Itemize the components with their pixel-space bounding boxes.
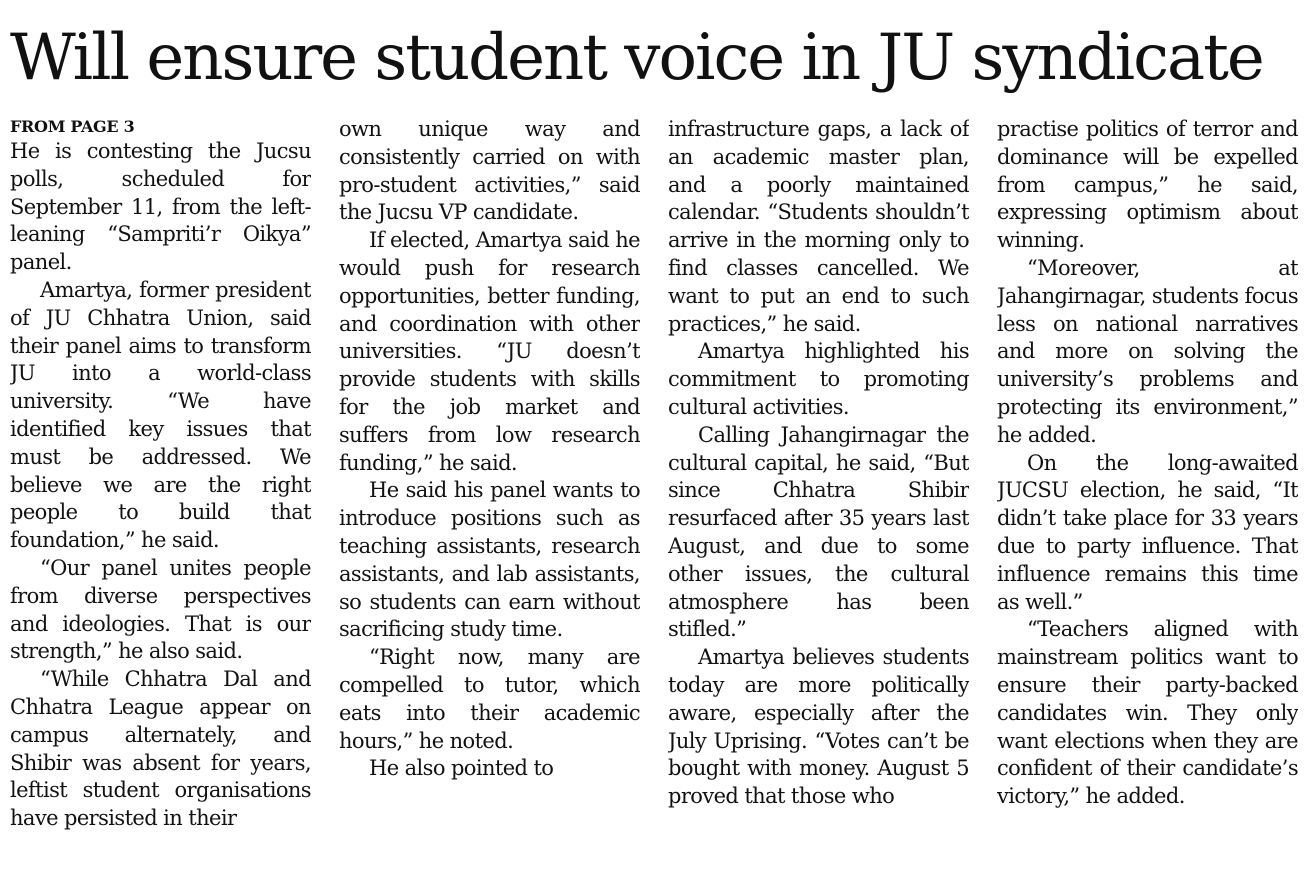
paragraph: own unique way and consistently carried on with pro-student activities,” said the Jucsu VP candidate.: [339, 117, 640, 225]
paragraph: Amartya highlighted his commitment to promoting cultural activities.: [668, 339, 969, 419]
paragraph: practise politics of terror and dominance will be expelled from campus,” he said, expressing optimism about winning.: [997, 117, 1298, 253]
paragraph: He said his panel wants to introduce positions such as teaching assistants, research assistants, and lab assistants, so students can earn without sacrificing study time.: [339, 478, 640, 642]
article-column-2: [339, 116, 640, 876]
paragraph: On the long-awaited JUCSU election, he said, “It didn’t take place for 33 years due to party influence. That influence remains this time as well.”: [997, 450, 1298, 614]
paragraph: infrastructure gaps, a lack of an academic master plan, and a poorly maintained calendar. “Students shouldn’t arrive in the morning only to find classes cancelled. We want to put an end to such practices,” he said.: [668, 117, 969, 336]
paragraph: “Teachers aligned with mainstream politics want to ensure their party-backed candidates win. They only want elections when they are confident of their candidate’s victory,” he added.: [997, 617, 1298, 809]
paragraph: Amartya believes students today are more politically aware, especially after the July Uprising. “Votes can’t be bought with money. August 5 proved that those who: [668, 645, 969, 809]
article-columns: [10, 116, 1298, 876]
paragraph: If elected, Amartya said he would push for research opportunities, better funding, and coordination with other universities. “JU doesn’t provide students with skills for the job market and suffers from low research funding,” he said.: [339, 228, 640, 475]
paragraph: “Right now, many are compelled to tutor, which eats into their academic hours,” he noted.: [339, 645, 640, 753]
paragraph: “Moreover, at Jahangirnagar, students focus less on national narratives and more on solving the university’s problems and protecting its environment,” he added.: [997, 255, 1298, 447]
paragraph: “While Chhatra Dal and Chhatra League appear on campus alternately, and Shibir was absent for years, leftist student organisations have persisted in their: [10, 667, 311, 831]
article-column-4: [997, 116, 1298, 876]
paragraph: He is contesting the Jucsu polls, scheduled for September 11, from the left-leaning “Sampriti’r Oikya” panel.: [10, 139, 311, 275]
headline: Will ensure student voice in JU syndicate: [10, 21, 1263, 95]
paragraph: “Our panel unites people from diverse perspectives and ideologies. That is our strength,” he also said.: [10, 555, 311, 664]
article-column-1: [10, 116, 311, 876]
jump-kicker: FROM PAGE 3: [10, 117, 135, 136]
article-column-3: [668, 116, 969, 876]
paragraph: Amartya, former president of JU Chhatra Union, said their panel aims to transform JU into a world-class university. “We have identified key issues that must be addressed. We believe we are the right people to build that foundation,” he said.: [10, 277, 311, 553]
paragraph: Calling Jahangirnagar the cultural capital, he said, “But since Chhatra Shibir resurfaced after 35 years last August, and due to some other issues, the cultural atmosphere has been stifled.”: [668, 422, 969, 642]
paragraph: He also pointed to: [369, 756, 554, 781]
